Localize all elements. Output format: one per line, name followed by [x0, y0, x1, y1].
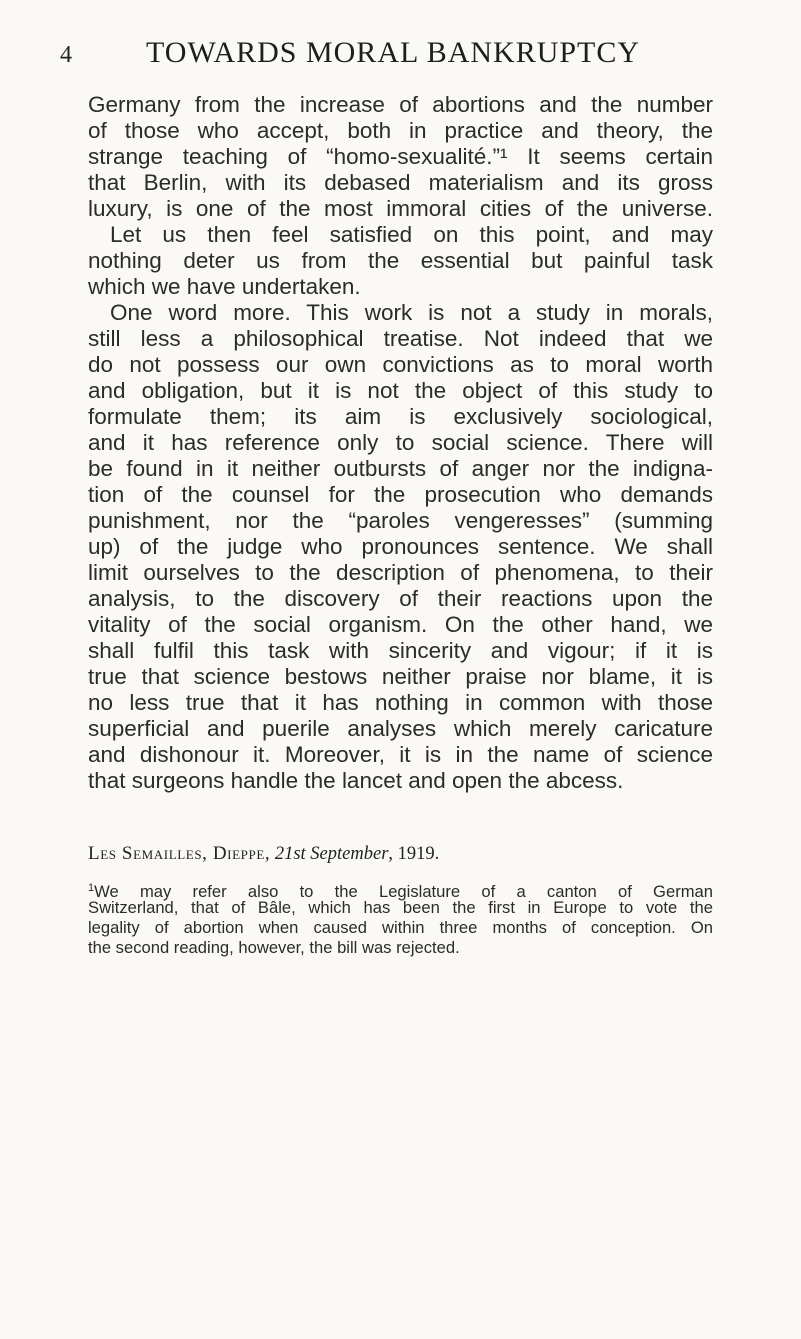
- text-line: One word more. This work is not a study in morals,: [110, 300, 713, 325]
- text-line: tion of the counsel for the prosecution who demands: [88, 482, 713, 507]
- text-line: and dishonour it. Moreover, it is in the name of science: [88, 742, 713, 767]
- text-line: luxury, is one of the most immoral cities of the universe.: [88, 196, 713, 221]
- text-line: be found in it neither outbursts of anger nor the indigna-: [88, 456, 713, 481]
- text-line: that surgeons handle the lancet and open the abcess.: [88, 768, 624, 793]
- running-head: [60, 36, 700, 76]
- dateline-date: 21st September: [274, 844, 389, 864]
- text-line: vitality of the social organism. On the other hand, we: [88, 612, 713, 637]
- text-line: up) of the judge who pronounces sentence. We shall: [88, 534, 713, 559]
- dateline: [88, 843, 439, 865]
- text-line: limit ourselves to the description of phenomena, to their: [88, 560, 713, 585]
- text-line: strange teaching of “homo-sexualité.”¹ It seems certain: [88, 144, 713, 169]
- dateline-place: Les Semailles, Dieppe,: [88, 843, 271, 864]
- dateline-year: , 1919.: [388, 844, 440, 864]
- text-line: that Berlin, with its debased materialism and its gross: [88, 170, 713, 195]
- text-line: formulate them; its aim is exclusively sociological,: [88, 404, 713, 429]
- text-line: nothing deter us from the essential but painful task: [88, 248, 713, 273]
- text-line: and it has reference only to social science. There will: [88, 430, 713, 455]
- page-number: 4: [60, 42, 72, 68]
- text-line: which we have undertaken.: [88, 274, 361, 299]
- footnote-marker: 1: [88, 882, 95, 894]
- text-line: do not possess our own convictions as to moral worth: [88, 352, 713, 377]
- text-line: superficial and puerile analyses which merely caricature: [88, 716, 713, 741]
- text-line: still less a philosophical treatise. Not indeed that we: [88, 326, 713, 351]
- text-line: analysis, to the discovery of their reactions upon the: [88, 586, 713, 611]
- text-line: and obligation, but it is not the object of this study to: [88, 378, 713, 403]
- text-line: Let us then feel satisfied on this point, and may: [110, 222, 713, 247]
- footnote-line: legality of abortion when caused within three months of conception. On: [88, 918, 713, 937]
- footnote-line: Switzerland, that of Bâle, which has been the first in Europe to vote the: [88, 898, 713, 917]
- text-line: no less true that it has nothing in common with those: [88, 690, 713, 715]
- running-title: TOWARDS MORAL BANKRUPTCY: [146, 36, 641, 69]
- text-line: shall fulfil this task with sincerity and vigour; if it is: [88, 638, 713, 663]
- footnote-line: the second reading, however, the bill was rejected.: [88, 938, 460, 957]
- text-line: Germany from the increase of abortions and the number: [88, 92, 713, 117]
- footnote-line: $^1$We may refer also to the Legislature of a canton of German: [88, 882, 713, 901]
- text-line: punishment, nor the “paroles vengeresses” (summing: [88, 508, 713, 533]
- text-line: true that science bestows neither praise nor blame, it is: [88, 664, 713, 689]
- text-line: of those who accept, both in practice and theory, the: [88, 118, 713, 143]
